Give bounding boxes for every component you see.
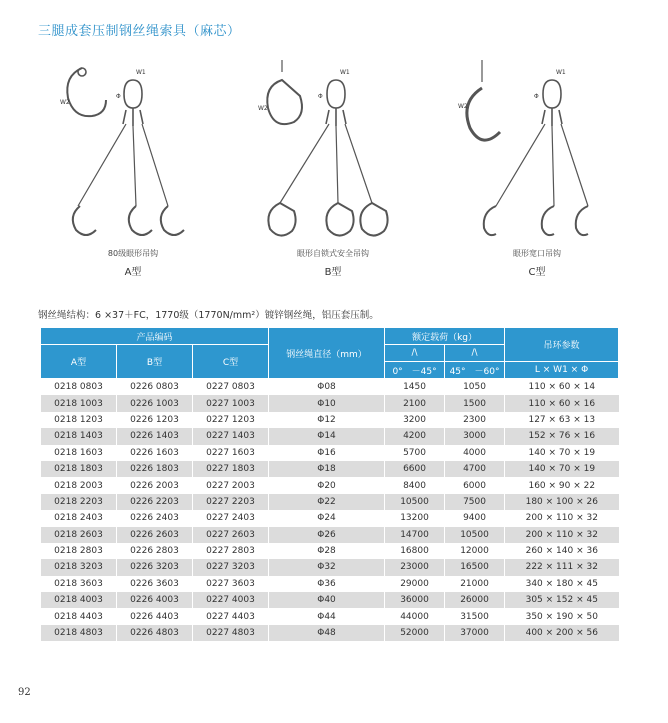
figure-type-c	[452, 58, 622, 283]
rope-structure-note: 钢丝绳结构：6 ×37＋FC，1770级（1770N/mm²）镀锌钢丝绳，铝压套压制。	[38, 310, 379, 321]
table-cell: 13200	[385, 510, 445, 526]
table-cell: 12000	[445, 543, 505, 559]
table-cell: 127 × 63 × 13	[505, 412, 619, 428]
table-cell: 152 × 76 × 16	[505, 428, 619, 444]
label-phi: Φ	[534, 93, 539, 100]
sling-c-illustration	[452, 58, 622, 243]
table-cell: 1050	[445, 379, 505, 396]
table-cell: 0227 0803	[193, 379, 269, 396]
table-cell: Φ26	[269, 527, 385, 543]
header-ring-dims: L × W1 × Φ	[505, 362, 619, 379]
table-row	[41, 412, 619, 428]
table-cell: 0226 4003	[117, 592, 193, 608]
angle-icon-2: /\	[445, 345, 505, 362]
table-cell: Φ10	[269, 395, 385, 411]
table-cell: 36000	[385, 592, 445, 608]
table-cell: 0227 3203	[193, 559, 269, 575]
figure-b-type: B型	[324, 267, 342, 278]
table-cell: 200 × 110 × 32	[505, 527, 619, 543]
table-cell: 0227 1403	[193, 428, 269, 444]
spec-table	[40, 327, 619, 641]
table-cell: 26000	[445, 592, 505, 608]
table-cell: 0218 3603	[41, 576, 117, 592]
figure-b-caption: 眼形自锁式安全吊钩	[297, 249, 369, 258]
table-cell: 29000	[385, 576, 445, 592]
table-cell: 110 × 60 × 14	[505, 379, 619, 396]
table-row	[41, 527, 619, 543]
table-cell: 400 × 200 × 56	[505, 625, 619, 641]
table-cell: 0226 1003	[117, 395, 193, 411]
table-row	[41, 576, 619, 592]
table-cell: 0218 2403	[41, 510, 117, 526]
table-cell: 0218 3203	[41, 559, 117, 575]
table-cell: 0227 3603	[193, 576, 269, 592]
table-cell: Φ22	[269, 494, 385, 510]
label-w1: W1	[556, 69, 566, 76]
table-cell: Φ24	[269, 510, 385, 526]
table-cell: 2300	[445, 412, 505, 428]
table-cell: 0218 4403	[41, 608, 117, 624]
figure-type-a	[48, 58, 218, 283]
table-cell: 0226 2603	[117, 527, 193, 543]
table-cell: 0218 0803	[41, 379, 117, 396]
table-cell: 0218 1003	[41, 395, 117, 411]
table-row	[41, 510, 619, 526]
table-cell: Φ12	[269, 412, 385, 428]
page-number: 92	[18, 687, 31, 698]
table-cell: 340 × 180 × 45	[505, 576, 619, 592]
figure-a-caption: 80级眼形吊钩	[107, 249, 159, 258]
table-cell: 0227 2603	[193, 527, 269, 543]
header-load: 额定载荷（kg）	[385, 328, 505, 345]
table-cell: 0226 1803	[117, 461, 193, 477]
table-cell: 0227 2803	[193, 543, 269, 559]
table-cell: 4000	[445, 445, 505, 461]
table-cell: Φ44	[269, 608, 385, 624]
table-cell: 0226 2403	[117, 510, 193, 526]
table-cell: 0226 1403	[117, 428, 193, 444]
table-cell: Φ32	[269, 559, 385, 575]
table-cell: 0218 4803	[41, 625, 117, 641]
figure-type-b	[248, 58, 418, 283]
page-title: 三腿成套压制钢丝绳索具（麻芯）	[38, 24, 241, 39]
table-cell: 0226 0803	[117, 379, 193, 396]
angle-icon-1: /\	[385, 345, 445, 362]
table-cell: 5700	[385, 445, 445, 461]
header-ring: 吊环参数	[505, 328, 619, 362]
table-row	[41, 477, 619, 493]
table-cell: Φ16	[269, 445, 385, 461]
table-cell: 0218 1203	[41, 412, 117, 428]
table-cell: 44000	[385, 608, 445, 624]
table-cell: 0226 2203	[117, 494, 193, 510]
table-cell: Φ08	[269, 379, 385, 396]
table-cell: 0218 2803	[41, 543, 117, 559]
figure-a-type: A型	[124, 267, 142, 278]
table-cell: 0226 4803	[117, 625, 193, 641]
table-cell: 0227 1603	[193, 445, 269, 461]
table-cell: 10500	[445, 527, 505, 543]
table-cell: 37000	[445, 625, 505, 641]
table-cell: Φ48	[269, 625, 385, 641]
table-cell: 2100	[385, 395, 445, 411]
table-cell: 4700	[445, 461, 505, 477]
table-row	[41, 494, 619, 510]
table-cell: 0227 1203	[193, 412, 269, 428]
label-w1: W1	[136, 69, 146, 76]
label-w1: W1	[340, 69, 350, 76]
table-cell: Φ28	[269, 543, 385, 559]
table-cell: 0226 3203	[117, 559, 193, 575]
table-cell: 0227 2203	[193, 494, 269, 510]
table-cell: 0226 2003	[117, 477, 193, 493]
table-cell: 140 × 70 × 19	[505, 461, 619, 477]
table-cell: 52000	[385, 625, 445, 641]
table-cell: 3200	[385, 412, 445, 428]
table-cell: 4200	[385, 428, 445, 444]
table-cell: 16500	[445, 559, 505, 575]
table-cell: 0226 4403	[117, 608, 193, 624]
label-phi: Φ	[318, 93, 323, 100]
label-w2: W2	[60, 99, 70, 106]
header-product-code: 产品编码	[41, 328, 269, 345]
table-row	[41, 543, 619, 559]
table-cell: Φ36	[269, 576, 385, 592]
figure-c-type: C型	[528, 267, 546, 278]
table-cell: Φ20	[269, 477, 385, 493]
table-cell: 1450	[385, 379, 445, 396]
label-w2: W2	[458, 103, 468, 110]
table-row	[41, 608, 619, 624]
table-cell: 140 × 70 × 19	[505, 445, 619, 461]
table-cell: 3000	[445, 428, 505, 444]
label-w2: W2	[258, 105, 268, 112]
table-cell: 180 × 100 × 26	[505, 494, 619, 510]
table-cell: 0227 1003	[193, 395, 269, 411]
table-cell: 110 × 60 × 16	[505, 395, 619, 411]
table-cell: 0226 1603	[117, 445, 193, 461]
table-cell: Φ40	[269, 592, 385, 608]
table-cell: 7500	[445, 494, 505, 510]
table-cell: 9400	[445, 510, 505, 526]
header-type-a: A型	[41, 345, 117, 379]
table-row	[41, 592, 619, 608]
table-cell: 0218 1603	[41, 445, 117, 461]
table-cell: 8400	[385, 477, 445, 493]
table-cell: 160 × 90 × 22	[505, 477, 619, 493]
table-cell: 260 × 140 × 36	[505, 543, 619, 559]
table-cell: 0218 1803	[41, 461, 117, 477]
table-cell: Φ18	[269, 461, 385, 477]
table-cell: 10500	[385, 494, 445, 510]
table-cell: 21000	[445, 576, 505, 592]
table-row	[41, 395, 619, 411]
table-cell: 6000	[445, 477, 505, 493]
table-cell: Φ14	[269, 428, 385, 444]
table-row	[41, 461, 619, 477]
table-cell: 0218 2603	[41, 527, 117, 543]
table-cell: 23000	[385, 559, 445, 575]
table-row	[41, 428, 619, 444]
table-cell: 200 × 110 × 32	[505, 510, 619, 526]
header-diameter: 钢丝绳直径（mm）	[269, 328, 385, 379]
header-angle-2: 45° －60°	[445, 362, 505, 379]
table-cell: 16800	[385, 543, 445, 559]
table-row	[41, 445, 619, 461]
table-cell: 305 × 152 × 45	[505, 592, 619, 608]
label-phi: Φ	[116, 93, 121, 100]
table-cell: 350 × 190 × 50	[505, 608, 619, 624]
table-cell: 0218 2203	[41, 494, 117, 510]
table-cell: 0227 4003	[193, 592, 269, 608]
table-cell: 6600	[385, 461, 445, 477]
table-cell: 0226 2803	[117, 543, 193, 559]
header-angle-1: 0° －45°	[385, 362, 445, 379]
table-cell: 0218 2003	[41, 477, 117, 493]
sling-b-illustration	[248, 58, 418, 243]
sling-a-illustration	[48, 58, 218, 243]
table-cell: 0227 2003	[193, 477, 269, 493]
table-row	[41, 559, 619, 575]
table-cell: 14700	[385, 527, 445, 543]
table-cell: 0218 4003	[41, 592, 117, 608]
table-cell: 222 × 111 × 32	[505, 559, 619, 575]
table-cell: 0226 1203	[117, 412, 193, 428]
table-cell: 0218 1403	[41, 428, 117, 444]
table-cell: 0227 4803	[193, 625, 269, 641]
table-cell: 0227 2403	[193, 510, 269, 526]
table-cell: 0227 1803	[193, 461, 269, 477]
spec-table-body	[41, 379, 619, 642]
table-row	[41, 379, 619, 396]
table-cell: 1500	[445, 395, 505, 411]
table-row	[41, 625, 619, 641]
table-cell: 0227 4403	[193, 608, 269, 624]
table-cell: 31500	[445, 608, 505, 624]
header-type-b: B型	[117, 345, 193, 379]
header-type-c: C型	[193, 345, 269, 379]
figure-c-caption: 眼形宽口吊钩	[513, 249, 561, 258]
table-cell: 0226 3603	[117, 576, 193, 592]
